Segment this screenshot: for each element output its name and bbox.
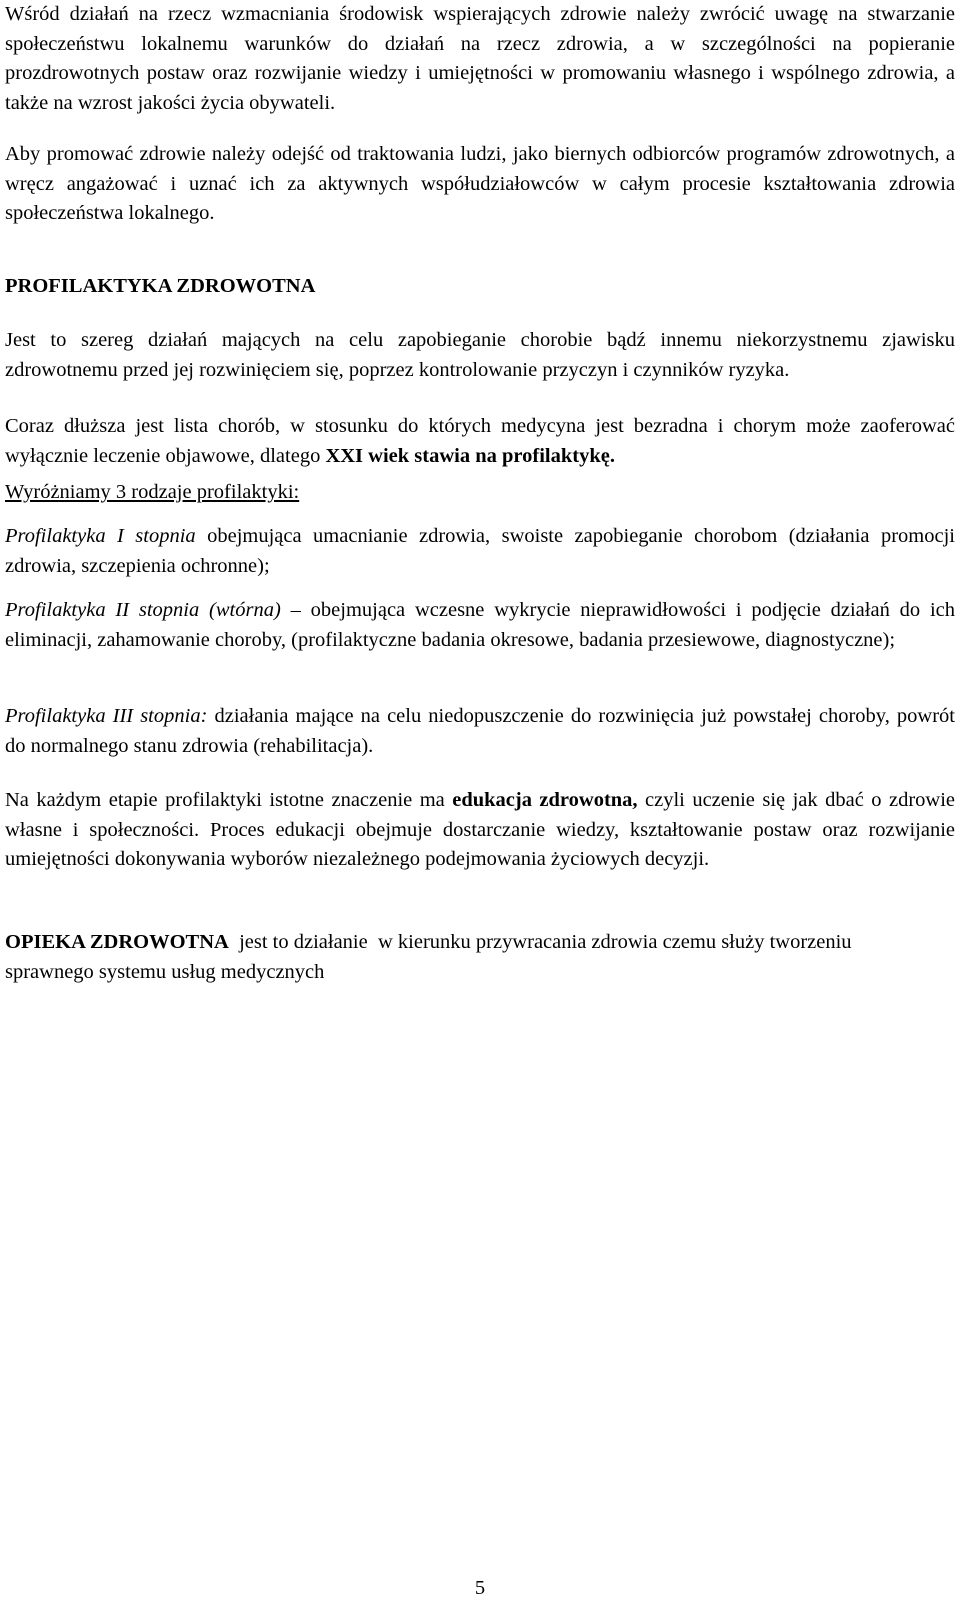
page-number: 5 xyxy=(474,1577,486,1599)
education-pre: Na każdym etapie profilaktyki istotne znaczenie ma xyxy=(5,789,453,811)
intro-paragraph-1: Wśród działań na rzecz wzmacniania środowisk wspierających zdrowie należy zwrócić uwagę na stwarzanie społeczeństwu lokalnemu warunków do działań na rzecz zdrowia, a w szczególności na popieranie prozdrowotnych postaw oraz rozwijanie wiedzy i umiejętności w promowaniu własnego i wspólnego zdrowia, a także na wzrost jakości życia obywateli. xyxy=(5,3,955,114)
type-1-paragraph xyxy=(5,522,955,581)
type-1-desc: obejmująca umacnianie zdrowia, swoiste zapobieganie chorobom (działania promocji zdrowia, szczepienia ochronne); xyxy=(5,525,955,577)
type-2-name: Profilaktyka II stopnia (wtórna) xyxy=(5,599,281,621)
profilaktyka-paragraph-2 xyxy=(5,412,955,471)
types-intro: Wyróżniamy 3 rodzaje profilaktyki: xyxy=(5,481,300,503)
opieka-text: jest to działanie w kierunku przywracania zdrowia czemu służy tworzeniu sprawnego systemu usług medycznych xyxy=(5,931,857,983)
opieka-paragraph xyxy=(5,928,925,987)
profilaktyka-definition: Jest to szereg działań mających na celu zapobieganie chorobie bądź innemu niekorzystnemu zjawisku zdrowotnemu przed jej rozwinięciem się, poprzez kontrolowanie przyczyn i czynników ryzyka. xyxy=(5,329,955,381)
type-2-desc: – obejmująca wczesne wykrycie nieprawidłowości i podjęcie działań do ich eliminacji, zahamowanie choroby, (profilaktyczne badania okresowe, badania przesiewowe, diagnostyczne); xyxy=(5,599,955,651)
education-bold: edukacja zdrowotna, xyxy=(452,789,638,811)
type-3-name: Profilaktyka III stopnia: xyxy=(5,705,208,727)
type-3-desc: działania mające na celu niedopuszczenie do rozwinięcia już powstałej choroby, powrót do normalnego stanu zdrowia (rehabilitacja). xyxy=(5,705,955,757)
profilaktyka-p2-bold: XXI wiek stawia na profilaktykę. xyxy=(325,444,615,467)
education-post: czyli uczenie się jak dbać o zdrowie własne i społeczności. Proces edukacji obejmuje dostarczanie wiedzy, kształtowanie postaw oraz rozwijanie umiejętności dokonywania wyborów niezależnego podejmowania życiowych decyzji. xyxy=(5,789,955,870)
type-3-paragraph xyxy=(5,702,955,761)
intro-paragraph-2: Aby promować zdrowie należy odejść od traktowania ludzi, jako biernych odbiorców programów zdrowotnych, a wręcz angażować i uznać ich za aktywnych współudziałowców w całym procesie kształtowania zdrowia społeczeństwa lokalnego. xyxy=(5,143,955,224)
type-1-name: Profilaktyka I stopnia xyxy=(5,525,196,547)
type-2-paragraph xyxy=(5,596,955,655)
education-paragraph xyxy=(5,786,955,875)
profilaktyka-p2-text: Coraz dłuższa jest lista chorób, w stosunku do których medycyna jest bezradna i chorym może zaoferować wyłącznie leczenie objawowe, dlatego xyxy=(5,415,955,467)
section-heading-profilaktyka: PROFILAKTYKA ZDROWOTNA xyxy=(5,275,316,297)
opieka-term: OPIEKA ZDROWOTNA xyxy=(5,931,229,953)
